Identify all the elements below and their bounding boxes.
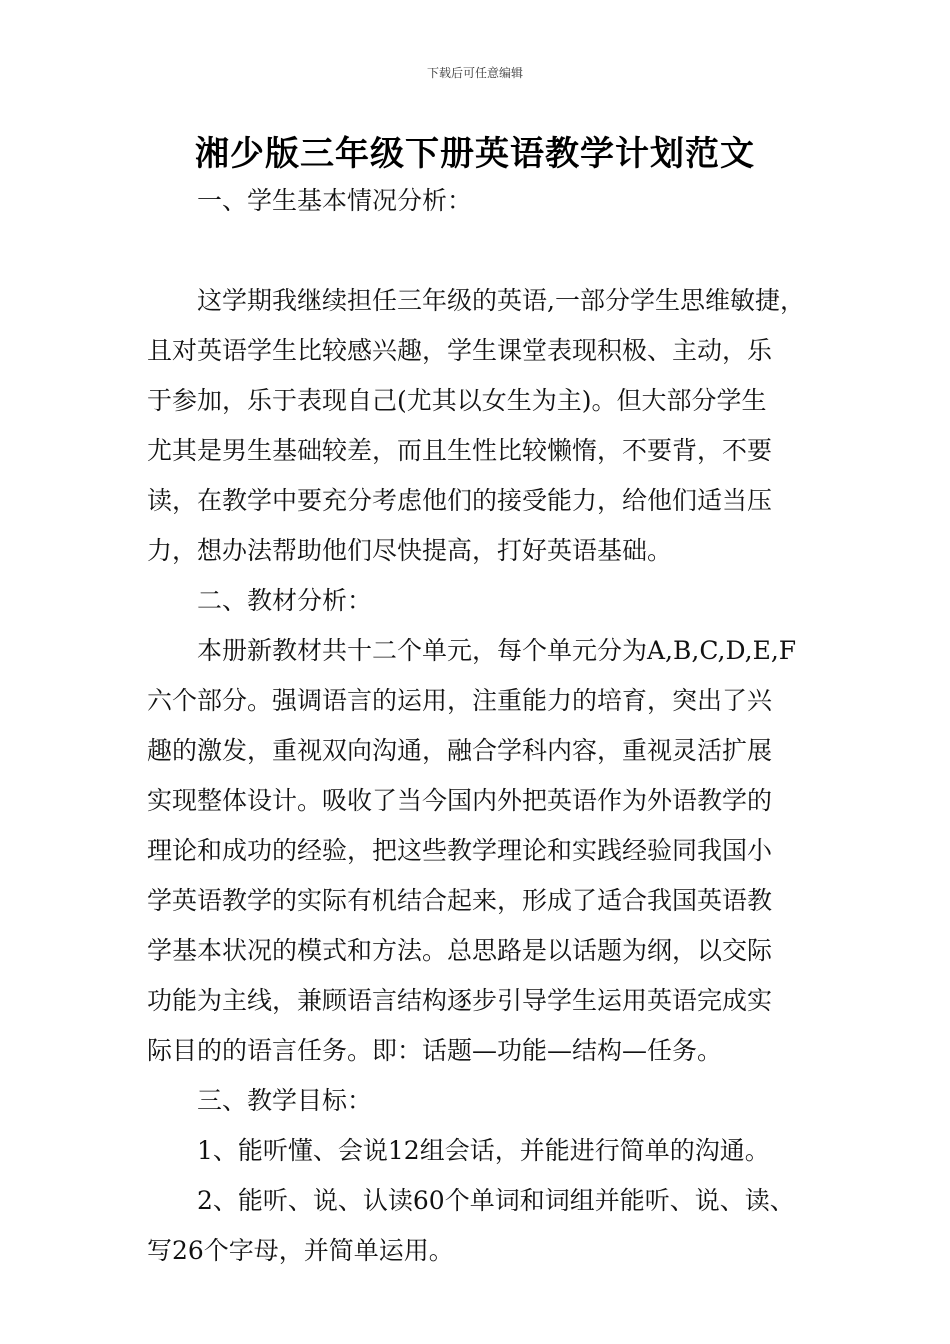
section-heading-student-analysis: 一、学生基本情况分析： — [197, 186, 473, 215]
paragraph-line: 本册新教材共十二个单元，每个单元分为A,B,C,D,E,F — [197, 636, 797, 665]
paragraph-line: 趣的激发，重视双向沟通，融合学科内容，重视灵活扩展 — [147, 736, 773, 765]
paragraph-line: 学基本状况的模式和方法。总思路是以话题为纲，以交际 — [147, 936, 773, 965]
section-heading-textbook-analysis: 二、教材分析： — [197, 586, 373, 615]
paragraph-line: 理论和成功的经验，把这些教学理论和实践经验同我国小 — [147, 836, 773, 865]
paragraph-line: 这学期我继续担任三年级的英语,一部分学生思维敏捷， — [197, 286, 805, 315]
paragraph-line: 于参加，乐于表现自己(尤其以女生为主)。但大部分学生 — [147, 386, 767, 415]
document-body — [147, 176, 807, 1276]
document-title: 湘少版三年级下册英语教学计划范文 — [195, 134, 755, 174]
paragraph-line: 六个部分。强调语言的运用，注重能力的培育，突出了兴 — [147, 686, 773, 715]
paragraph-line: 且对英语学生比较感兴趣，学生课堂表现积极、主动，乐 — [147, 336, 773, 365]
paragraph-line: 读，在教学中要充分考虑他们的接受能力，给他们适当压 — [147, 486, 773, 515]
paragraph-line: 功能为主线，兼顾语言结构逐步引导学生运用英语完成实 — [147, 986, 773, 1015]
section-heading-teaching-goals: 三、教学目标： — [197, 1086, 373, 1115]
goal-item-2-line: 写26个字母，并简单运用。 — [147, 1236, 454, 1265]
paragraph-line: 力，想办法帮助他们尽快提高，打好英语基础。 — [147, 536, 673, 565]
page-header-note: 下载后可任意编辑 — [426, 66, 523, 80]
paragraph-line: 尤其是男生基础较差，而且生性比较懒惰，不要背，不要 — [147, 436, 773, 465]
goal-item-1: 1、能听懂、会说12组会话，并能进行简单的沟通。 — [197, 1136, 770, 1165]
paragraph-line: 学英语教学的实际有机结合起来，形成了适合我国英语教 — [147, 886, 773, 915]
paragraph-line: 实现整体设计。吸收了当今国内外把英语作为外语教学的 — [147, 786, 773, 815]
goal-item-2-line: 2、能听、说、认读60个单词和词组并能听、说、读、 — [197, 1186, 795, 1215]
paragraph-line: 际目的的语言任务。即：话题—功能—结构—任务。 — [147, 1036, 723, 1065]
